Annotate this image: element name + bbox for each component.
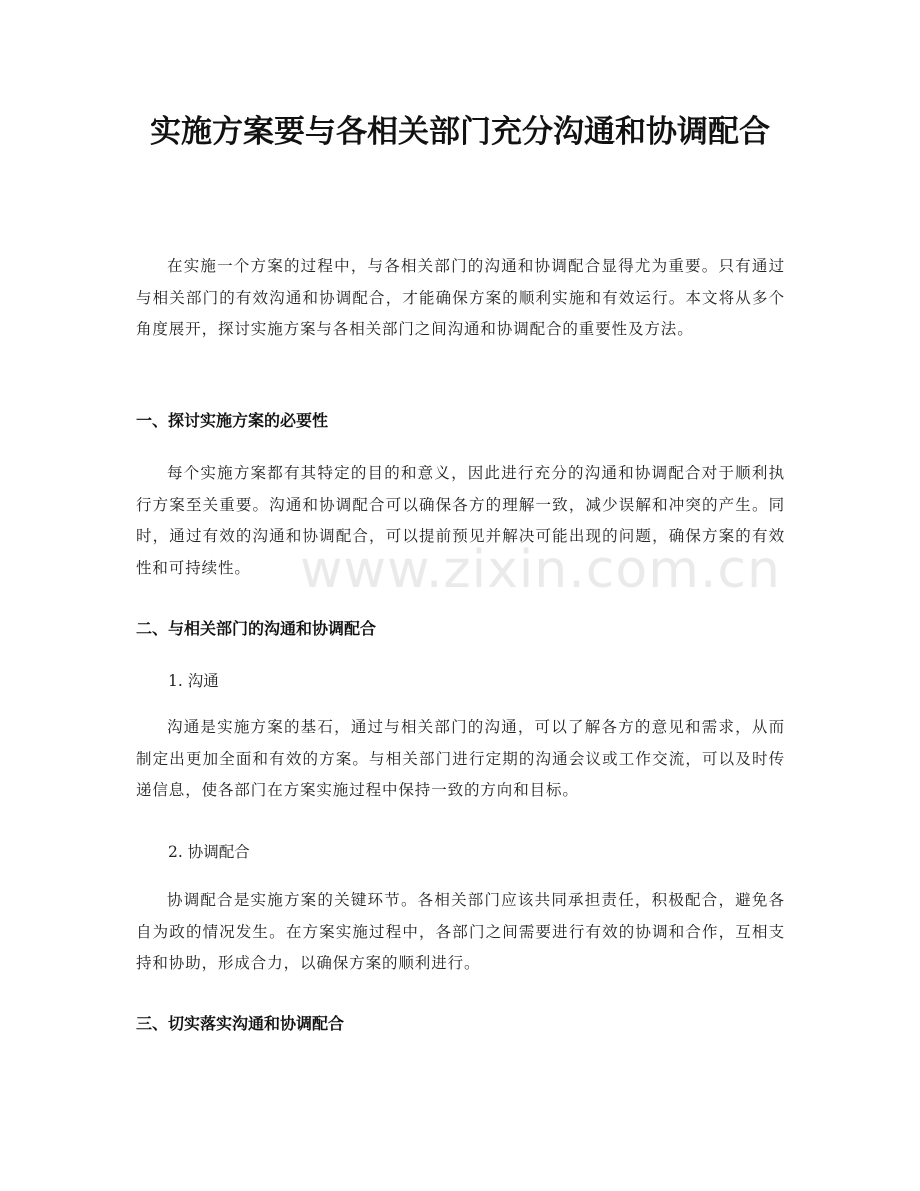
subsection-2-paragraph: 协调配合是实施方案的关键环节。各相关部门应该共同承担责任，积极配合，避免各自为政的情况发生。在方案实施过程中，各部门之间需要进行有效的协调和合作，互相支持和协助，形成合力，以确保方案的顺利进行。 xyxy=(136,891,785,972)
subsection-1-heading: 1. 沟通 xyxy=(168,672,219,690)
watermark: www.zixin.com.cn xyxy=(300,540,781,600)
section-1-heading: 一、探讨实施方案的必要性 xyxy=(136,411,329,430)
section-3-heading: 三、切实落实沟通和协调配合 xyxy=(136,1014,345,1033)
section-2-heading: 二、与相关部门的沟通和协调配合 xyxy=(136,619,377,638)
subsection-1-paragraph: 沟通是实施方案的基石，通过与相关部门的沟通，可以了解各方的意见和需求，从而制定出更加全面和有效的方案。与相关部门进行定期的沟通会议或工作交流，可以及时传递信息，使各部门在方案实施过程中保持一致的方向和目标。 xyxy=(136,718,785,799)
document-title: 实施方案要与各相关部门充分沟通和协调配合 xyxy=(150,114,770,150)
intro-paragraph: 在实施一个方案的过程中，与各相关部门的沟通和协调配合显得尤为重要。只有通过与相关部门的有效沟通和协调配合，才能确保方案的顺利实施和有效运行。本文将从多个角度展开，探讨实施方案与各相关部门之间沟通和协调配合的重要性及方法。 xyxy=(136,257,785,338)
section-1-paragraph: 每个实施方案都有其特定的目的和意义，因此进行充分的沟通和协调配合对于顺利执行方案至关重要。沟通和协调配合可以确保各方的理解一致，减少误解和冲突的产生。同时，通过有效的沟通和协调配合，可以提前预见并解决可能出现的问题，确保方案的有效性和可持续性。 xyxy=(136,464,785,577)
subsection-2-heading: 2. 协调配合 xyxy=(168,843,250,861)
